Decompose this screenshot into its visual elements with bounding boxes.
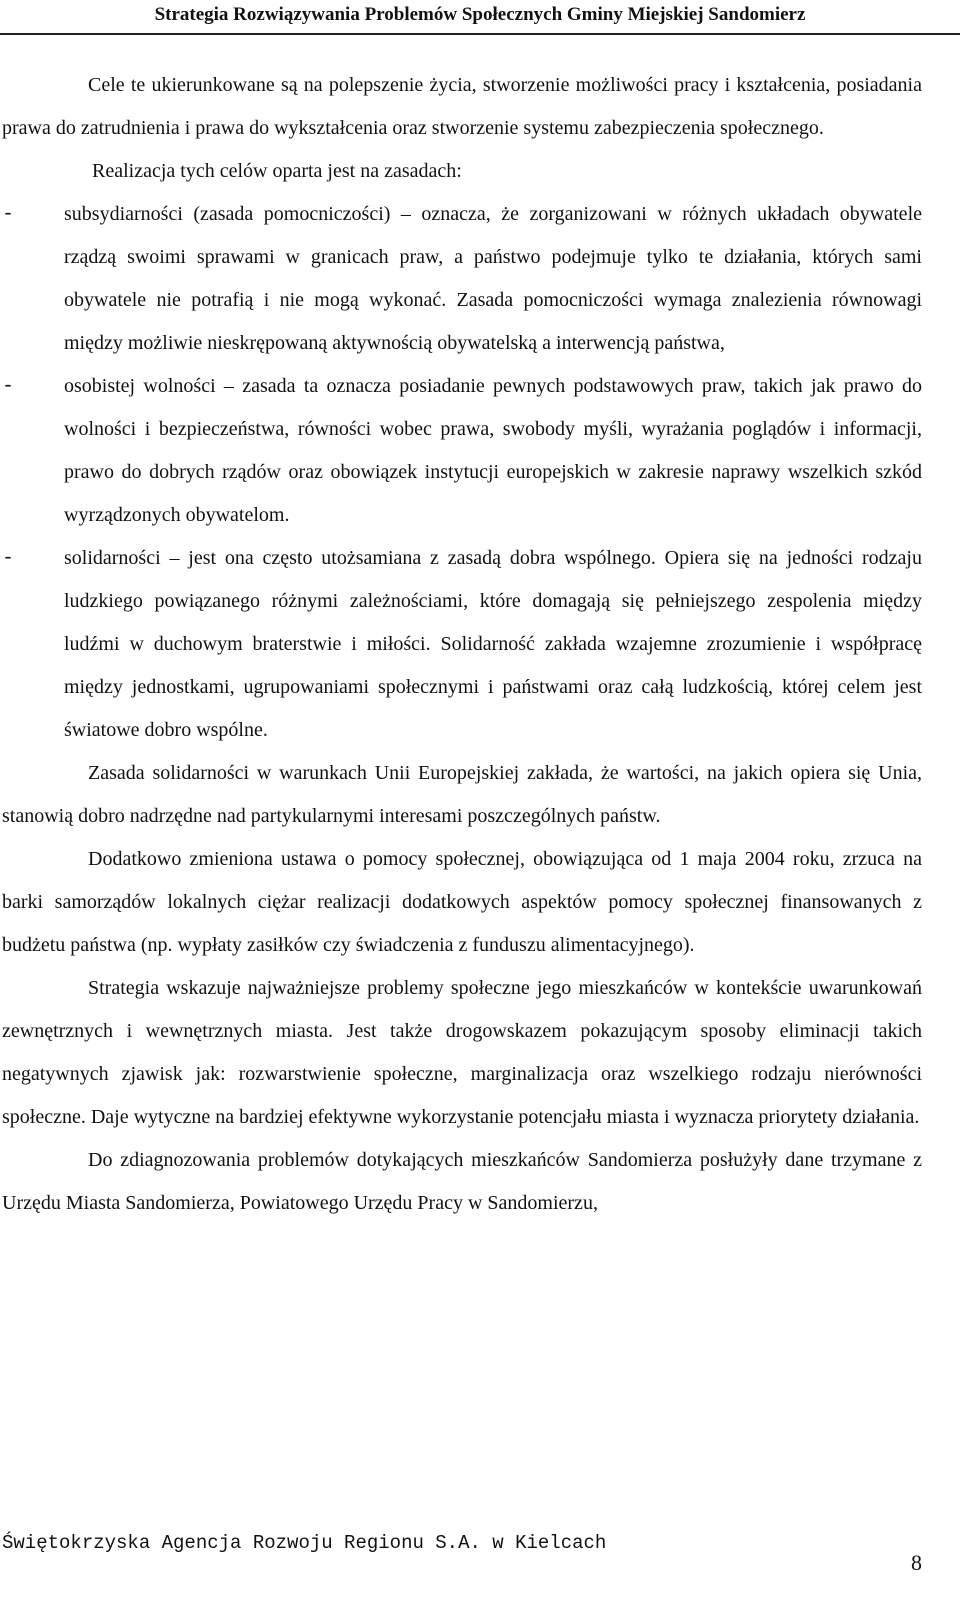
page-header — [0, 0, 960, 36]
bullet-dash: - — [2, 203, 15, 226]
page-number: 8 — [911, 1550, 922, 1575]
page-footer — [0, 1530, 960, 1590]
paragraph-goals: Cele te ukierunkowane są na polepszenie życia, stworzenie możliwości pracy i kształcenia, posiadania prawa do zatrudnienia i prawa do wykształcenia oraz stworzenie systemu zabezpieczenia społecznego. — [2, 74, 922, 139]
bullet-dash: - — [2, 375, 15, 398]
footer-organization: Świętokrzyska Agencja Rozwoju Regionu S.A. w Kielcach — [2, 1532, 607, 1554]
bullet-dash: - — [2, 547, 15, 570]
list-item-text: subsydiarności (zasada pomocniczości) – oznacza, że zorganizowani w różnych układach obywatele rządzą swoimi sprawami w granicach praw, a państwo podejmuje tylko te działania, których sami obywatele nie potrafią i nie mogą wykonać. Zasada pomocniczości wymaga znalezienia równowagi między możliwie nieskrępowaną aktywnością obywatelską a interwencją państwa, — [64, 203, 922, 354]
paragraph-data-sources: Do zdiagnozowania problemów dotykających mieszkańców Sandomierza posłużyły dane trzymane z Urzędu Miasta Sandomierza, Powiatowego Urzędu Pracy w Sandomierzu, — [2, 1149, 922, 1214]
list-item-solidarity — [2, 537, 922, 752]
paragraph-eu-solidarity: Zasada solidarności w warunkach Unii Europejskiej zakłada, że wartości, na jakich opiera się Unia, stanowią dobro nadrzędne nad partykularnymi interesami poszczególnych państw. — [2, 762, 922, 827]
paragraph-principles-intro: Realizacja tych celów oparta jest na zasadach: — [92, 160, 462, 182]
list-item-personal-freedom — [2, 365, 922, 537]
document-body — [2, 64, 922, 1225]
list-item-subsidiarity — [2, 193, 922, 365]
paragraph-social-assistance-act: Dodatkowo zmieniona ustawa o pomocy społecznej, obowiązująca od 1 maja 2004 roku, zrzuca na barki samorządów lokalnych ciężar realizacji dodatkowych aspektów pomocy społecznej finansowanych z budżetu państwa (np. wypłaty zasiłków czy świadczenia z funduszu alimentacyjnego). — [2, 848, 922, 956]
list-item-text: solidarności – jest ona często utożsamiana z zasadą dobra wspólnego. Opiera się na jedności rodzaju ludzkiego powiązanego różnymi zależnościami, które domagają się pełniejszego zespolenia między ludźmi w duchowym braterstwie i miłości. Solidarność zakłada wzajemne zrozumienie i współpracę między jednostkami, ugrupowaniami społecznymi i państwami oraz całą ludzkością, której celem jest światowe dobro wspólne. — [64, 547, 922, 741]
header-divider — [0, 33, 960, 35]
document-title: Strategia Rozwiązywania Problemów Społecznych Gminy Miejskiej Sandomierz — [154, 4, 806, 25]
paragraph-strategy: Strategia wskazuje najważniejsze problemy społeczne jego mieszkańców w kontekście uwarunkowań zewnętrznych i wewnętrznych miasta. Jest także drogowskazem pokazującym sposoby eliminacji takich negatywnych zjawisk jak: rozwarstwienie społeczne, marginalizacja oraz wszelkiego rodzaju nierówności społeczne. Daje wytyczne na bardziej efektywne wykorzystanie potencjału miasta i wyznacza priorytety działania. — [2, 977, 922, 1128]
list-item-text: osobistej wolności – zasada ta oznacza posiadanie pewnych podstawowych praw, takich jak prawo do wolności i bezpieczeństwa, równości wobec prawa, swobody myśli, wyrażania poglądów i informacji, prawo do dobrych rządów oraz obowiązek instytucji europejskich w zakresie naprawy wszelkich szkód wyrządzonych obywatelom. — [64, 375, 922, 526]
